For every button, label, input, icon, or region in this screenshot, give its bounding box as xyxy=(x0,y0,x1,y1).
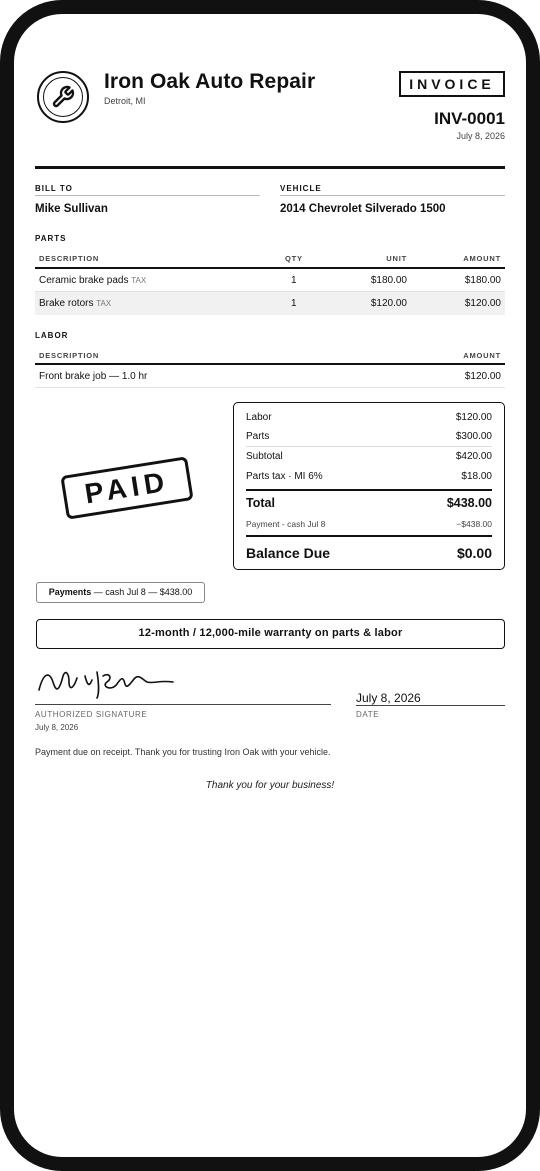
parts-col-description: DESCRIPTION xyxy=(39,254,100,263)
labor-description: Front brake job — 1.0 hr xyxy=(39,371,148,382)
balance-due-label: Balance Due xyxy=(246,545,331,561)
part-qty: 1 xyxy=(291,298,297,309)
table-row xyxy=(35,269,505,292)
total-value: $438.00 xyxy=(446,496,492,510)
parts-title: PARTS xyxy=(35,234,67,243)
totals-rule xyxy=(246,489,492,491)
bill-to-label: BILL TO xyxy=(35,184,73,193)
shop-location: Detroit, MI xyxy=(104,96,146,106)
balance-due-value: $0.00 xyxy=(456,545,492,561)
bill-to-rule xyxy=(35,195,260,196)
shop-name: Iron Oak Auto Repair xyxy=(104,70,316,93)
table-row xyxy=(35,365,505,388)
paid-stamp: PAID xyxy=(60,456,193,519)
payments-label: Payments xyxy=(48,587,92,597)
part-unit: $120.00 xyxy=(370,298,407,309)
invoice-number: INV-0001 xyxy=(434,109,505,128)
row-divider xyxy=(35,387,505,388)
date-line xyxy=(356,705,505,706)
table-row xyxy=(35,292,505,315)
part-description: Ceramic brake pads xyxy=(39,275,129,286)
totals-rule xyxy=(246,535,492,537)
totals-subtotal-label: Subtotal xyxy=(246,451,283,462)
date-field-value: July 8, 2026 xyxy=(356,691,421,705)
invoice-date: July 8, 2026 xyxy=(456,131,505,141)
part-amount: $180.00 xyxy=(464,275,501,286)
labor-col-description: DESCRIPTION xyxy=(39,351,100,360)
part-qty: 1 xyxy=(291,275,297,286)
signature-line xyxy=(35,704,331,705)
totals-tax-label: Parts tax · MI 6% xyxy=(246,471,323,482)
payment-label: Payment - cash Jul 8 xyxy=(246,519,326,529)
parts-col-amount: AMOUNT xyxy=(463,254,501,263)
totals-tax-value: $18.00 xyxy=(461,471,492,482)
tax-badge: TAX xyxy=(96,299,112,308)
vehicle-rule xyxy=(280,195,505,196)
tax-badge: TAX xyxy=(131,276,147,285)
parts-col-unit: UNIT xyxy=(386,254,407,263)
header-divider xyxy=(35,166,505,169)
totals-labor-value: $120.00 xyxy=(455,412,492,423)
totals-box xyxy=(233,402,505,570)
totals-parts-label: Parts xyxy=(246,431,270,442)
part-description: Brake rotors xyxy=(39,298,94,309)
parts-col-qty: QTY xyxy=(285,254,303,263)
bill-to-name: Mike Sullivan xyxy=(35,203,108,215)
invoice-title: INVOICE xyxy=(399,71,505,97)
signature-scribble xyxy=(37,664,177,702)
labor-title: LABOR xyxy=(35,331,69,340)
date-label: DATE xyxy=(356,710,380,719)
signature-label: AUTHORIZED SIGNATURE xyxy=(35,710,148,719)
labor-amount: $120.00 xyxy=(464,371,501,382)
vehicle-label: VEHICLE xyxy=(280,184,322,193)
warranty-banner: 12-month / 12,000-mile warranty on parts & labor xyxy=(36,619,505,649)
thank-you-note: Thank you for your business! xyxy=(205,780,335,791)
part-unit: $180.00 xyxy=(370,275,407,286)
signature-date: July 8, 2026 xyxy=(35,723,79,732)
total-label: Total xyxy=(246,496,275,510)
totals-divider xyxy=(246,446,492,447)
wrench-icon xyxy=(51,85,75,109)
totals-subtotal-value: $420.00 xyxy=(455,451,492,462)
shop-logo xyxy=(37,71,89,123)
payment-value: −$438.00 xyxy=(456,519,492,529)
vehicle-name: 2014 Chevrolet Silverado 1500 xyxy=(280,203,446,215)
payments-badge xyxy=(36,582,205,603)
part-amount: $120.00 xyxy=(464,298,501,309)
totals-labor-label: Labor xyxy=(246,412,272,423)
labor-col-amount: AMOUNT xyxy=(463,351,501,360)
totals-parts-value: $300.00 xyxy=(455,431,492,442)
footer-note: Payment due on receipt. Thank you for trusting Iron Oak with your vehicle. xyxy=(35,747,331,757)
payments-detail: — cash Jul 8 — $438.00 xyxy=(91,587,193,597)
